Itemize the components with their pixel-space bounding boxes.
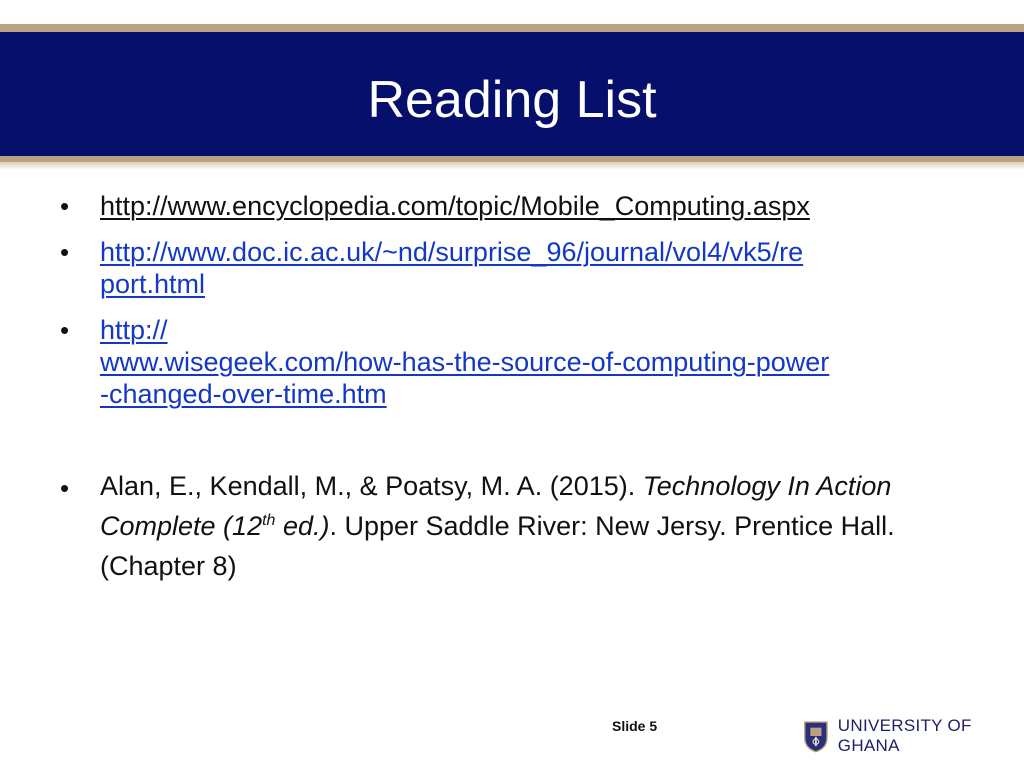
imperial-college-link[interactable] xyxy=(100,237,803,299)
link-text: -changed-over-time.htm xyxy=(100,379,387,409)
bullet: • xyxy=(60,315,70,345)
link-text: http://www.encyclopedia.com/topic/Mobile_Computing.aspx xyxy=(100,191,810,221)
university-name: UNIVERSITY OF GHANA xyxy=(837,716,972,755)
encyclopedia-link[interactable] xyxy=(100,191,810,221)
title-band xyxy=(0,32,1024,162)
reading-list xyxy=(60,190,970,600)
book-title-part: ed.) xyxy=(275,511,330,541)
slide-number: Slide 5 xyxy=(612,718,658,734)
book-title-part: Technology In Action Complete (12 xyxy=(100,471,892,541)
top-accent-rule xyxy=(0,24,1024,32)
bullet: • xyxy=(60,237,70,267)
citation-publisher: . Upper Saddle River: New Jersy. Prentice Hall. (Chapter 8) xyxy=(100,511,895,581)
university-crest-icon xyxy=(802,718,830,754)
slide-title: Reading List xyxy=(367,71,657,129)
citation-authors: Alan, E., Kendall, M., & Poatsy, M. A. (2015). xyxy=(100,471,643,501)
edition-superscript: th xyxy=(262,512,276,529)
bullet: • xyxy=(60,191,70,221)
list-item xyxy=(60,236,970,300)
list-item xyxy=(60,314,970,410)
bullet: • xyxy=(60,473,70,503)
university-logo xyxy=(802,716,1024,756)
citation-item xyxy=(60,466,970,586)
link-text: http://www.doc.ic.ac.uk/~nd/surprise_96/journal/vol4/vk5/re xyxy=(100,237,804,267)
link-text: port.html xyxy=(100,269,206,299)
wisegeek-link[interactable] xyxy=(100,315,829,409)
link-text: www.wisegeek.com/how-has-the-source-of-computing-power xyxy=(100,347,830,377)
link-text: http:// xyxy=(100,315,168,345)
list-item xyxy=(60,190,970,222)
